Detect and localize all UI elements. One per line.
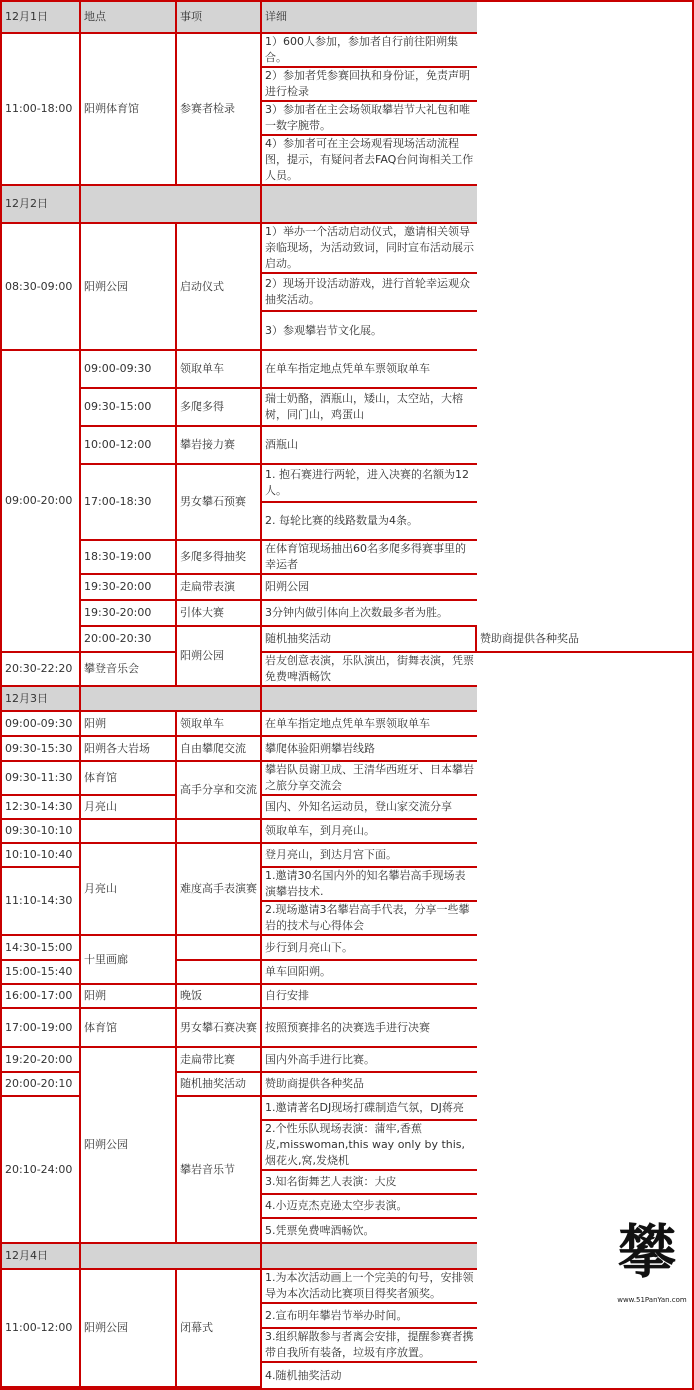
header-details: 详细	[262, 2, 477, 34]
table-cell: 11:00-12:00	[2, 1270, 81, 1388]
header-date: 12月1日	[2, 2, 81, 34]
table-cell: 男女攀石预赛	[177, 465, 262, 541]
table-cell	[262, 186, 477, 224]
table-cell: 10:00-12:00	[81, 427, 177, 465]
watermark-glyph: 攀	[618, 1218, 677, 1286]
table-cell: 2. 每轮比赛的线路数量为4条。	[262, 503, 477, 541]
table-row	[2, 1048, 692, 1073]
table-cell: 攀岩接力赛	[177, 427, 262, 465]
header-location: 地点	[81, 2, 177, 34]
table-cell: 4.小迈克杰克逊太空步表演。	[262, 1195, 477, 1219]
table-cell: 岩友创意表演，乐队演出，街舞表演，凭票免费啤酒畅饮	[262, 653, 477, 687]
table-cell: 11:00-18:00	[2, 34, 81, 186]
table-cell	[81, 820, 177, 844]
table-cell	[177, 961, 262, 985]
table-row	[2, 796, 692, 820]
table-cell: 按照预赛排名的决赛选手进行决赛	[262, 1009, 477, 1048]
table-cell: 随机抽奖活动	[262, 627, 477, 653]
table-row	[2, 1009, 692, 1048]
table-cell: 2.个性乐队现场表演：蒲牢,香蕉皮,misswoman,this way only by this,烟花火,窝,发烧机	[262, 1121, 477, 1171]
table-row	[2, 427, 692, 465]
table-row	[2, 575, 692, 601]
table-cell: 月亮山	[81, 844, 177, 936]
table-cell: 2.宣布明年攀岩节举办时间。	[262, 1304, 477, 1329]
table-cell: 高手分享和交流	[177, 762, 262, 820]
table-cell: 闭幕式	[177, 1270, 262, 1388]
schedule-body	[2, 34, 692, 1388]
table-cell: 自由攀爬交流	[177, 737, 262, 762]
table-cell: 走扁带表演	[177, 575, 262, 601]
table-cell: 参赛者检录	[177, 34, 262, 186]
table-cell: 随机抽奖活动	[177, 1073, 262, 1097]
table-cell: 3）参观攀岩节文化展。	[262, 312, 477, 351]
table-cell: 20:00-20:10	[2, 1073, 81, 1097]
table-cell: 09:00-09:30	[81, 351, 177, 389]
table-cell: 08:30-09:00	[2, 224, 81, 351]
table-cell	[177, 820, 262, 844]
table-row	[2, 737, 692, 762]
table-cell: 20:10-24:00	[2, 1097, 81, 1244]
table-cell: 1）举办一个活动启动仪式，邀请相关领导亲临现场，为活动致词，同时宣布活动展示启动。	[262, 224, 477, 274]
table-cell: 十里画廊	[81, 936, 177, 985]
table-cell: 阳朔公园	[81, 1048, 177, 1244]
table-cell: 酒瓶山	[262, 427, 477, 465]
table-cell: 09:30-15:30	[2, 737, 81, 762]
table-row	[2, 465, 692, 503]
table-cell: 多爬多得抽奖	[177, 541, 262, 575]
table-cell: 阳朔公园	[177, 627, 262, 687]
table-cell: 领取单车	[177, 351, 262, 389]
header-row	[2, 2, 692, 34]
day-header-row	[2, 1244, 692, 1270]
table-cell: 3分钟内做引体向上次数最多者为胜。	[262, 601, 477, 627]
table-cell	[262, 1244, 477, 1270]
table-row	[2, 351, 692, 389]
table-row	[2, 224, 692, 274]
table-cell: 12月4日	[2, 1244, 81, 1270]
table-cell: 2）现场开设活动游戏，进行首轮幸运观众抽奖活动。	[262, 274, 477, 312]
table-cell: 阳朔	[81, 985, 177, 1009]
table-row	[2, 627, 692, 653]
table-row	[2, 844, 692, 868]
table-cell: 20:00-20:30	[81, 627, 177, 653]
table-cell: 09:00-20:00	[2, 351, 81, 653]
table-cell: 14:30-15:00	[2, 936, 81, 961]
table-cell	[177, 936, 262, 961]
table-cell: 2）参加者凭参赛回执和身份证，免责声明进行检录	[262, 68, 477, 102]
table-row	[2, 820, 692, 844]
table-cell: 1.邀请著名DJ现场打碟制造气氛，DJ蒋亮	[262, 1097, 477, 1121]
header-event: 事项	[177, 2, 262, 34]
table-cell	[262, 687, 477, 712]
table-row	[2, 712, 692, 737]
table-cell: 瑞士奶酪，酒瓶山，矮山，太空站，大榕树，同门山，鸡蛋山	[262, 389, 477, 427]
table-cell: 在体育馆现场抽出60名多爬多得赛事里的幸运者	[262, 541, 477, 575]
table-cell: 攀爬体验阳朔攀岩线路	[262, 737, 477, 762]
table-cell: 17:00-19:00	[2, 1009, 81, 1048]
table-cell: 09:30-10:10	[2, 820, 81, 844]
table-cell	[81, 687, 262, 712]
table-cell	[81, 1244, 262, 1270]
table-cell: 19:30-20:00	[81, 575, 177, 601]
table-cell: 4.随机抽奖活动	[265, 1368, 342, 1382]
watermark-logo	[612, 1218, 692, 1306]
table-cell: 12月3日	[2, 687, 81, 712]
table-cell: 领取单车，到月亮山。	[262, 820, 477, 844]
table-cell: 3.组织解散参与者离会安排，提醒参赛者携带自我所有装备，垃圾有序放置。	[262, 1329, 477, 1363]
table-cell: 登月亮山，到达月宫下面。	[262, 844, 477, 868]
day-header-row	[2, 687, 692, 712]
table-cell: 1.邀请30名国内外的知名攀岩高手现场表演攀岩技术.	[262, 868, 477, 902]
table-cell: 09:00-09:30	[2, 712, 81, 737]
table-cell: 09:30-15:00	[81, 389, 177, 427]
table-row	[2, 1270, 692, 1304]
table-cell: 10:10-10:40	[2, 844, 81, 868]
table-cell	[81, 186, 262, 224]
table-cell: 阳朔各大岩场	[81, 737, 177, 762]
table-cell: 攀岩队员谢卫成、王清华西班牙、日本攀岩之旅分享交流会	[262, 762, 477, 796]
table-cell: 11:10-14:30	[2, 868, 81, 936]
table-cell: 20:30-22:20	[2, 653, 81, 687]
table-cell: 攀岩音乐节	[177, 1097, 262, 1244]
table-cell: 3.知名街舞艺人表演：大皮	[262, 1171, 477, 1195]
table-row	[2, 601, 692, 627]
table-cell: 阳朔公园	[81, 1270, 177, 1388]
table-cell: 自行安排	[262, 985, 477, 1009]
table-cell: 国内、外知名运动员，登山家交流分享	[262, 796, 477, 820]
table-cell: 阳朔体育馆	[81, 34, 177, 186]
table-cell: 3）参加者在主会场领取攀岩节大礼包和唯一数字腕带。	[262, 102, 477, 136]
table-row	[2, 762, 692, 796]
table-row	[2, 653, 692, 687]
table-cell: 1. 抱石赛进行两轮，进入决赛的名额为12人。	[262, 465, 477, 503]
table-cell: 引体大赛	[177, 601, 262, 627]
table-cell: 12:30-14:30	[2, 796, 81, 820]
watermark-domain: www.51PanYan.com	[617, 1296, 687, 1304]
table-cell: 国内外高手进行比赛。	[262, 1048, 477, 1073]
table-cell: 在单车指定地点凭单车票领取单车	[262, 712, 477, 737]
table-cell: 体育馆	[81, 1009, 177, 1048]
table-cell: 1）600人参加，参加者自行前往阳朔集合。	[262, 34, 477, 68]
table-cell: 体育馆	[81, 762, 177, 796]
table-cell: 阳朔公园	[81, 224, 177, 351]
table-cell: 12月2日	[2, 186, 81, 224]
table-cell: 晚饭	[177, 985, 262, 1009]
table-row	[2, 936, 692, 961]
table-cell: 男女攀石赛决赛	[177, 1009, 262, 1048]
table-cell: 2.现场邀请3名攀岩高手代表，分享一些攀岩的技术与心得体会	[262, 902, 477, 936]
table-cell: 赞助商提供各种奖品	[262, 1073, 477, 1097]
table-cell: 19:30-20:00	[81, 601, 177, 627]
table-row	[2, 985, 692, 1009]
table-cell: 阳朔	[81, 712, 177, 737]
table-cell: 5.凭票免费啤酒畅饮。	[262, 1219, 477, 1244]
table-cell: 领取单车	[177, 712, 262, 737]
table-cell: 16:00-17:00	[2, 985, 81, 1009]
table-cell: 在单车指定地点凭单车票领取单车	[262, 351, 477, 389]
table-row	[2, 541, 692, 575]
day-header-row	[2, 186, 692, 224]
table-cell: 走扁带比赛	[177, 1048, 262, 1073]
table-cell: 1.为本次活动画上一个完美的句号，安排领导为本次活动比赛项目得奖者颁奖。	[262, 1270, 477, 1304]
table-cell: 4）参加者可在主会场观看现场活动流程图，提示，有疑问者去FAQ台问询相关工作人员。	[262, 136, 477, 186]
table-cell: 启动仪式	[177, 224, 262, 351]
table-cell: 19:20-20:00	[2, 1048, 81, 1073]
table-cell: 09:30-11:30	[2, 762, 81, 796]
table-cell: 难度高手表演赛	[177, 844, 262, 936]
table-cell: 18:30-19:00	[81, 541, 177, 575]
table-cell: 赞助商提供各种奖品	[477, 627, 692, 653]
table-cell: 单车回阳朔。	[262, 961, 477, 985]
table-cell: 15:00-15:40	[2, 961, 81, 985]
table-cell: 多爬多得	[177, 389, 262, 427]
table-cell: 阳朔公园	[262, 575, 477, 601]
table-cell: 17:00-18:30	[81, 465, 177, 541]
table-row	[2, 389, 692, 427]
table-cell: 攀登音乐会	[81, 653, 177, 687]
table-row	[2, 34, 692, 68]
table-cell: 步行到月亮山下。	[262, 936, 477, 961]
table-cell: 月亮山	[81, 796, 177, 820]
